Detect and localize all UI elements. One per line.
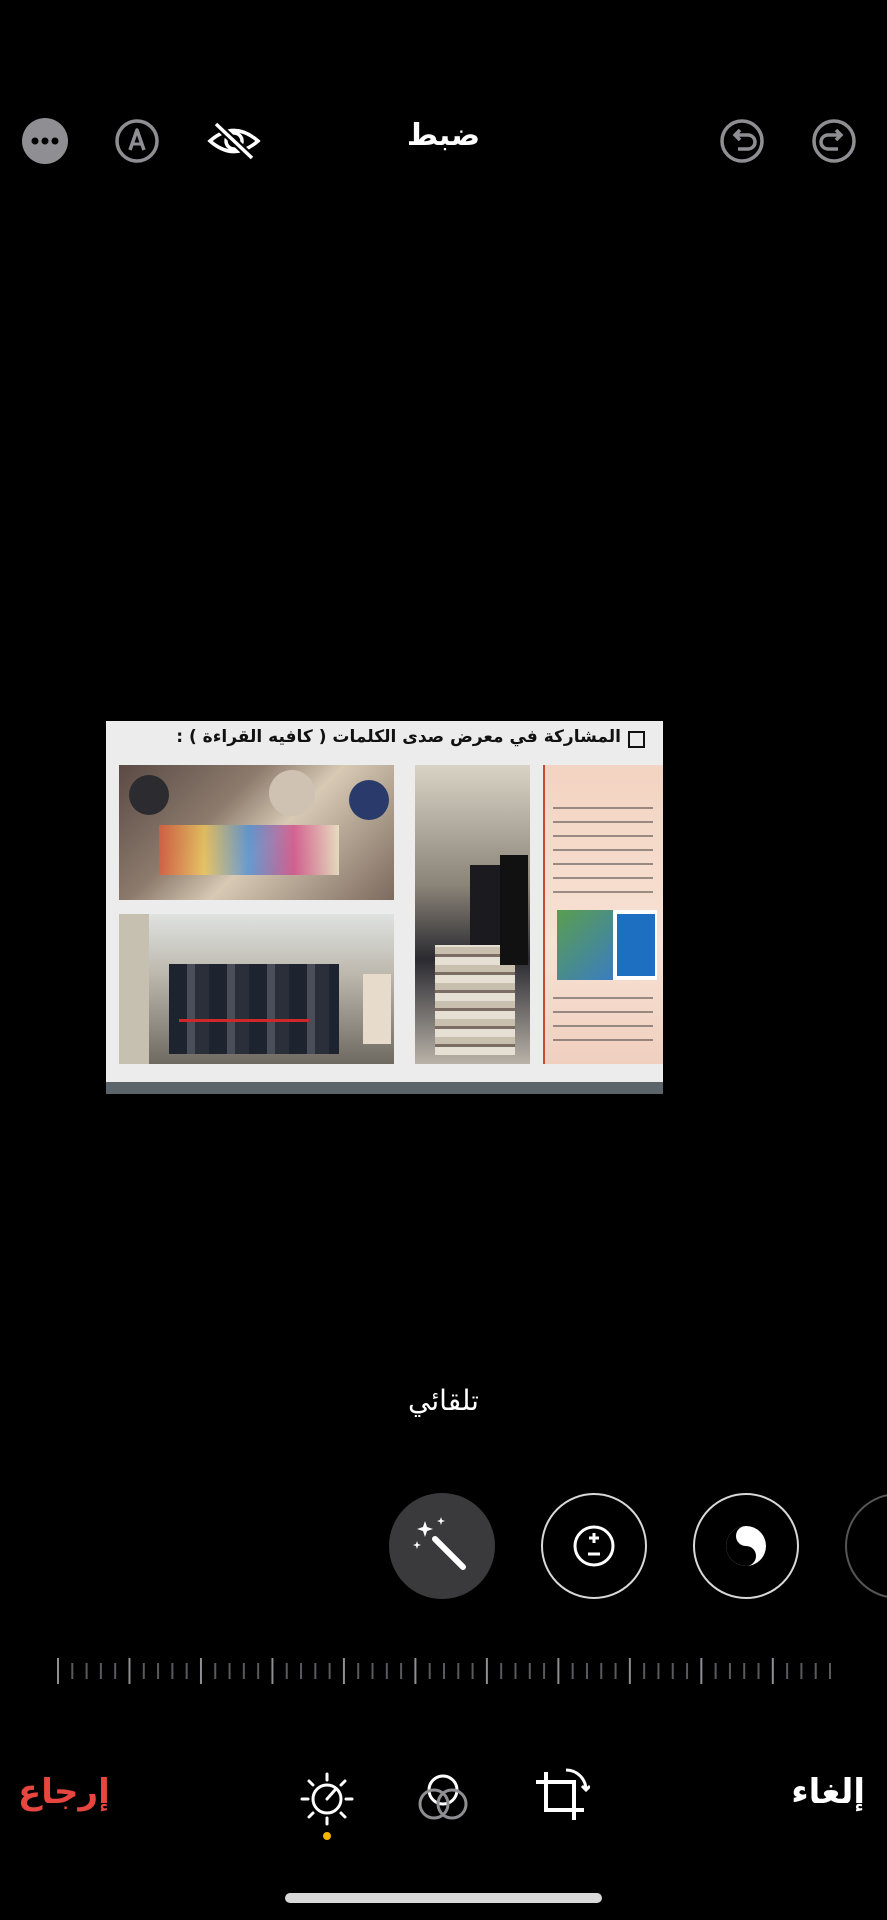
redo-button[interactable]	[811, 118, 857, 164]
photo-bottom-strip	[106, 1082, 663, 1094]
photo-poster	[543, 765, 663, 1064]
tab-filters[interactable]	[414, 1770, 472, 1828]
tab-crop[interactable]	[530, 1766, 590, 1826]
checkbox-bullet-icon	[628, 731, 645, 748]
undo-button[interactable]	[719, 118, 765, 164]
page-title: ضبط	[406, 118, 481, 153]
cancel-button[interactable]: إلغاء	[791, 1772, 865, 1812]
filters-icon	[414, 1770, 472, 1828]
tab-adjust[interactable]	[298, 1770, 356, 1842]
crop-rotate-icon	[530, 1766, 590, 1826]
exposure-button[interactable]	[541, 1493, 647, 1599]
magic-wand-icon	[389, 1493, 495, 1599]
revert-button[interactable]: إرجاع	[18, 1772, 110, 1812]
brilliance-button[interactable]	[693, 1493, 799, 1599]
next-tool-button-partial[interactable]	[845, 1493, 887, 1599]
auto-enhance-button[interactable]	[389, 1493, 495, 1599]
undo-icon	[719, 118, 765, 164]
photo-ribbon-cutting	[119, 914, 394, 1064]
exposure-icon	[543, 1495, 645, 1597]
adjustment-slider[interactable]	[56, 1658, 832, 1684]
photo-heading: المشاركة في معرض صدى الكلمات ( كافيه القراءة ) :	[176, 727, 621, 747]
photo-children-reading	[119, 765, 394, 900]
adjust-mode-label: تلقائي	[408, 1384, 479, 1417]
redo-icon	[811, 118, 857, 164]
active-tab-indicator	[323, 1832, 331, 1840]
adjust-dial-icon	[298, 1770, 356, 1828]
home-indicator[interactable]	[285, 1893, 602, 1903]
brilliance-icon	[695, 1495, 797, 1597]
photo-book-exhibit	[415, 765, 530, 1064]
photo-preview[interactable]	[106, 721, 663, 1094]
